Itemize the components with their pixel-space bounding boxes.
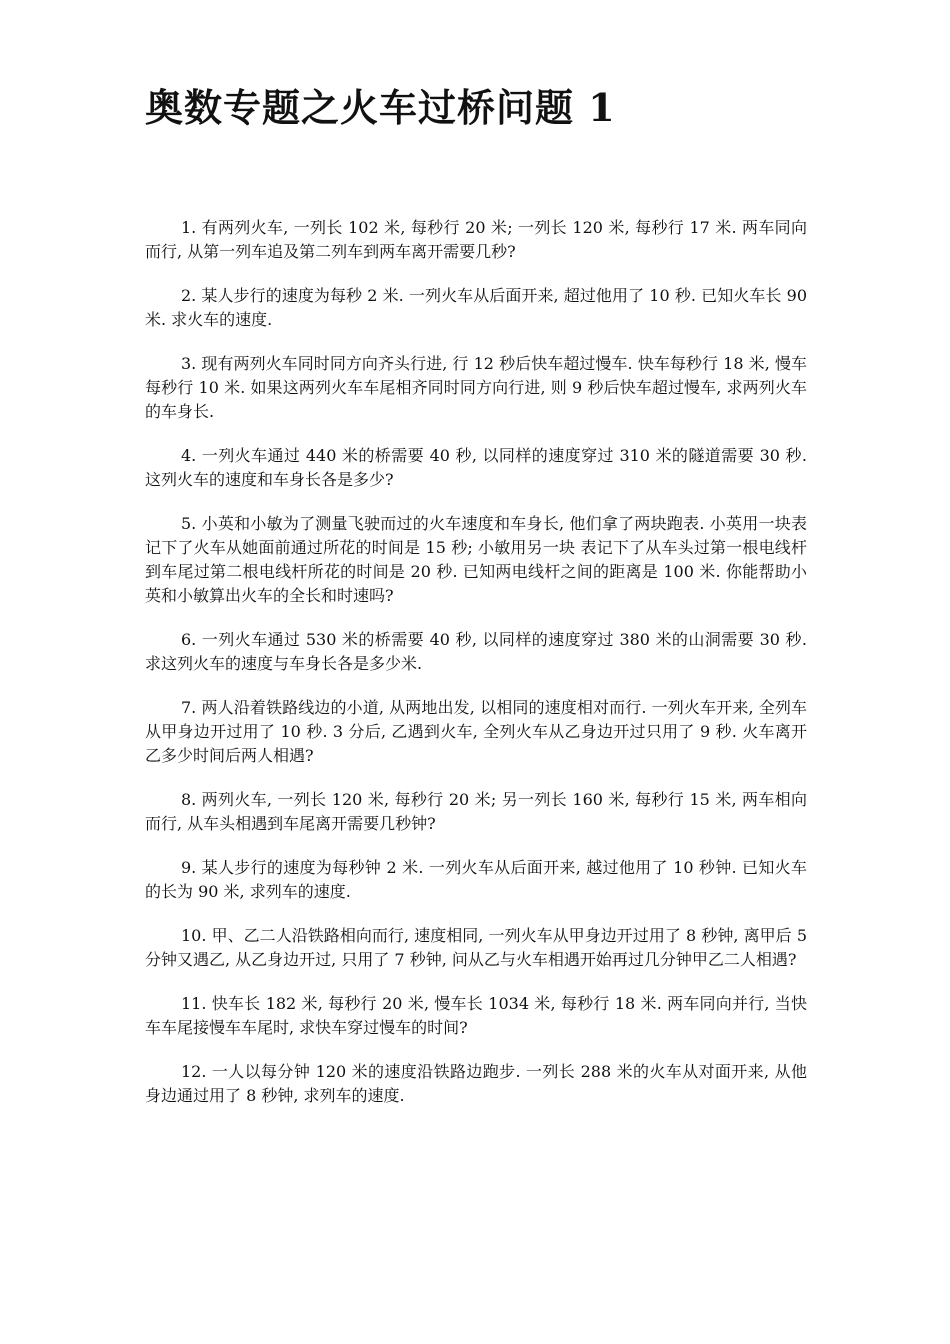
problem-5: 5. 小英和小敏为了测量飞驶而过的火车速度和车身长, 他们拿了两块跑表. 小英用一块表记下了火车从她面前通过所花的时间是 15 秒; 小敏用另一块 表记下了从车头过第一根电线杆到车尾过第二根电线杆所花的时间是 20 秒. 已知两电线杆之间的距离是 100 米. 你能帮助小英和小敏算出火车的全长和时速吗? [145,514,807,605]
problem-2: 2. 某人步行的速度为每秒 2 米. 一列火车从后面开来, 超过他用了 10 秒. 已知火车长 90 米. 求火车的速度. [145,286,807,329]
problem-1: 1. 有两列火车, 一列长 102 米, 每秒行 20 米; 一列长 120 米, 每秒行 17 米. 两车同向而行, 从第一列车追及第二列车到两车离开需要几秒? [145,218,807,261]
problem-7: 7. 两人沿着铁路线边的小道, 从两地出发, 以相同的速度相对而行. 一列火车开来, 全列车从甲身边开过用了 10 秒. 3 分后, 乙遇到火车, 全列火车从乙身边开过只用了 9 秒. 火车离开乙多少时间后两人相遇? [145,698,807,765]
problem-list [145,216,807,1128]
document-title: 奥数专题之火车过桥问题 1 [145,85,616,130]
problem-8: 8. 两列火车, 一列长 120 米, 每秒行 20 米; 另一列长 160 米, 每秒行 15 米, 两车相向而行, 从车头相遇到车尾离开需要几秒钟? [145,790,807,833]
problem-9: 9. 某人步行的速度为每秒钟 2 米. 一列火车从后面开来, 越过他用了 10 秒钟. 已知火车的长为 90 米, 求列车的速度. [145,858,807,901]
problem-12: 12. 一人以每分钟 120 米的速度沿铁路边跑步. 一列长 288 米的火车从对面开来, 从他身边通过用了 8 秒钟, 求列车的速度. [145,1062,807,1105]
problem-4: 4. 一列火车通过 440 米的桥需要 40 秒, 以同样的速度穿过 310 米的隧道需要 30 秒. 这列火车的速度和车身长各是多少? [145,446,807,489]
problem-11: 11. 快车长 182 米, 每秒行 20 米, 慢车长 1034 米, 每秒行 18 米. 两车同向并行, 当快车车尾接慢车车尾时, 求快车穿过慢车的时间? [145,994,807,1037]
problem-10: 10. 甲、乙二人沿铁路相向而行, 速度相同, 一列火车从甲身边开过用了 8 秒钟, 离甲后 5 分钟又遇乙, 从乙身边开过, 只用了 7 秒钟, 问从乙与火车相遇开始再过几分钟甲乙二人相遇? [145,926,807,969]
problem-6: 6. 一列火车通过 530 米的桥需要 40 秒, 以同样的速度穿过 380 米的山洞需要 30 秒. 求这列火车的速度与车身长各是多少米. [145,630,807,673]
problem-3: 3. 现有两列火车同时同方向齐头行进, 行 12 秒后快车超过慢车. 快车每秒行 18 米, 慢车每秒行 10 米. 如果这两列火车车尾相齐同时同方向行进, 则 9 秒后快车超过慢车, 求两列火车的车身长. [145,354,807,421]
